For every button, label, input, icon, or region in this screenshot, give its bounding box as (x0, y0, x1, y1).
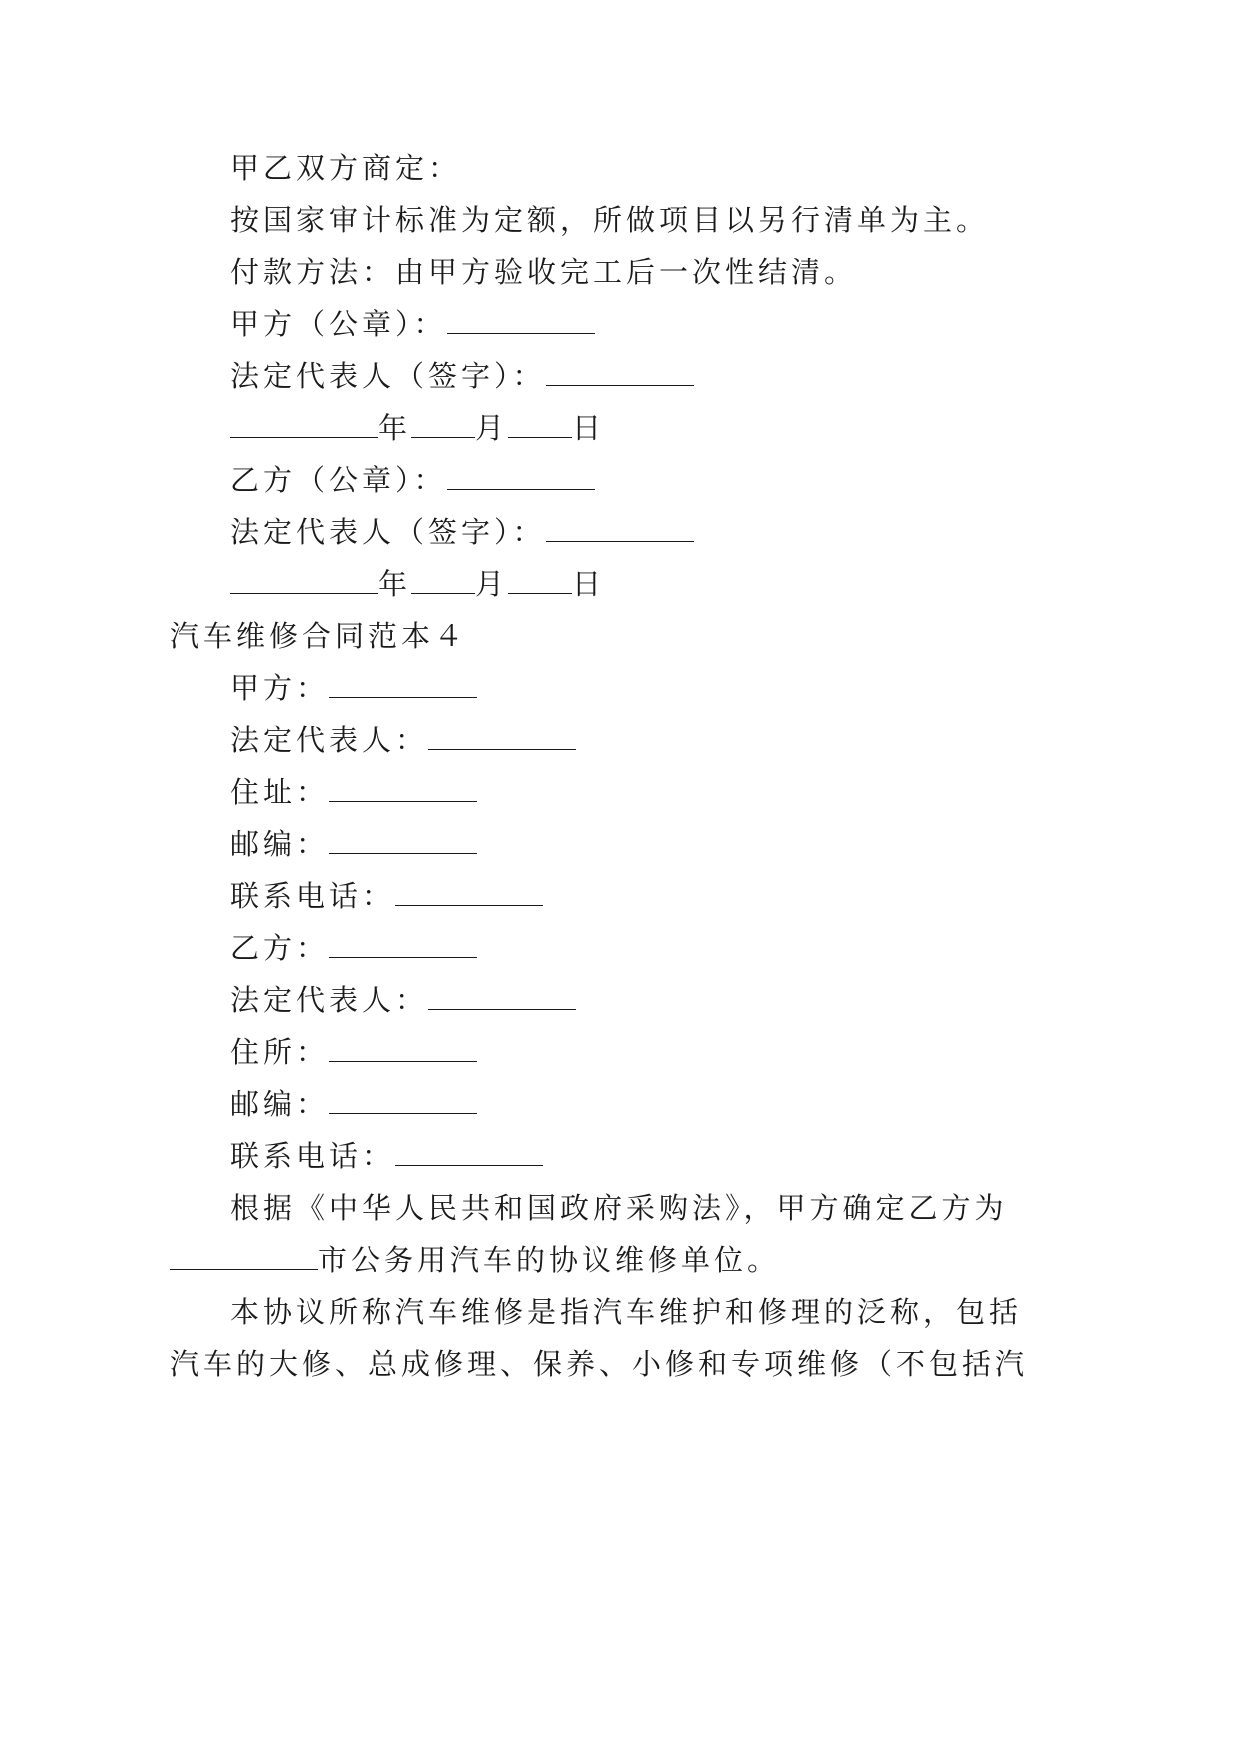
line-text: 本协议所称汽车维修是指汽车维护和修理的泛称，包括 (230, 1295, 1023, 1329)
field-line (230, 1138, 543, 1174)
city-blank[interactable] (170, 1243, 318, 1270)
line-text: 法定代表人： (230, 983, 429, 1017)
field-line (230, 878, 543, 914)
field-blank[interactable] (428, 983, 576, 1010)
year-blank[interactable] (230, 411, 378, 438)
heading-text: 汽车维修合同范本４ (170, 619, 468, 653)
field-blank[interactable] (395, 879, 543, 906)
text-line (230, 150, 461, 186)
line-text: 邮编： (230, 827, 330, 861)
field-line (230, 1086, 477, 1122)
line-text: 乙方： (230, 931, 330, 965)
field-line (230, 930, 477, 966)
field-blank[interactable] (428, 723, 576, 750)
field-blank[interactable] (329, 827, 477, 854)
month-label: 月 (475, 411, 509, 445)
year-label: 年 (378, 567, 412, 601)
signature-blank[interactable] (447, 307, 595, 334)
line-text: 住址： (230, 775, 330, 809)
line-text: 甲方： (230, 671, 330, 705)
line-text: 付款方法：由甲方验收完工后一次性结清。 (230, 255, 858, 289)
line-text: 甲乙双方商定： (230, 151, 462, 185)
line-text: 邮编： (230, 1087, 330, 1121)
line-text: 乙方（公章）： (230, 463, 447, 497)
year-blank[interactable] (230, 567, 378, 594)
party-b-seal-line (230, 462, 595, 498)
line-text: 汽车的大修、总成修理、保养、小修和专项维修（不包括汽 (170, 1347, 1029, 1381)
field-line (230, 774, 477, 810)
year-label: 年 (378, 411, 412, 445)
line-text: 法定代表人（签字）： (230, 515, 546, 549)
signature-blank[interactable] (546, 359, 694, 386)
paragraph-line (170, 1242, 780, 1278)
field-line (230, 982, 576, 1018)
field-blank[interactable] (329, 1035, 477, 1062)
line-text: 住所： (230, 1035, 330, 1069)
paragraph-line (230, 1294, 1022, 1330)
field-line (230, 670, 477, 706)
month-blank[interactable] (411, 567, 475, 594)
line-text: 法定代表人： (230, 723, 429, 757)
day-label: 日 (572, 411, 606, 445)
line-text: 法定代表人（签字）： (230, 359, 546, 393)
field-line (230, 722, 576, 758)
party-a-representative-line (230, 358, 694, 394)
line-text: 根据《中华人民共和国政府采购法》，甲方确定乙方为 (230, 1191, 1008, 1225)
signature-blank[interactable] (447, 463, 595, 490)
field-blank[interactable] (329, 775, 477, 802)
field-blank[interactable] (329, 1087, 477, 1114)
party-b-representative-line (230, 514, 694, 550)
field-blank[interactable] (329, 671, 477, 698)
field-line (230, 826, 477, 862)
field-blank[interactable] (329, 931, 477, 958)
date-line (230, 566, 605, 602)
paragraph-line (230, 1190, 1008, 1226)
text-line (230, 202, 989, 238)
paragraph-line (170, 1346, 1028, 1382)
party-a-seal-line (230, 306, 595, 342)
month-label: 月 (475, 567, 509, 601)
date-line (230, 410, 605, 446)
section-heading (170, 618, 467, 654)
day-blank[interactable] (508, 567, 572, 594)
day-label: 日 (572, 567, 606, 601)
month-blank[interactable] (411, 411, 475, 438)
day-blank[interactable] (508, 411, 572, 438)
line-text: 联系电话： (230, 1139, 396, 1173)
line-text: 市公务用汽车的协议维修单位。 (318, 1243, 781, 1277)
signature-blank[interactable] (546, 515, 694, 542)
field-line (230, 1034, 477, 1070)
field-blank[interactable] (395, 1139, 543, 1166)
line-text: 甲方（公章）： (230, 307, 447, 341)
line-text: 联系电话： (230, 879, 396, 913)
text-line (230, 254, 857, 290)
line-text: 按国家审计标准为定额，所做项目以另行清单为主。 (230, 203, 990, 237)
